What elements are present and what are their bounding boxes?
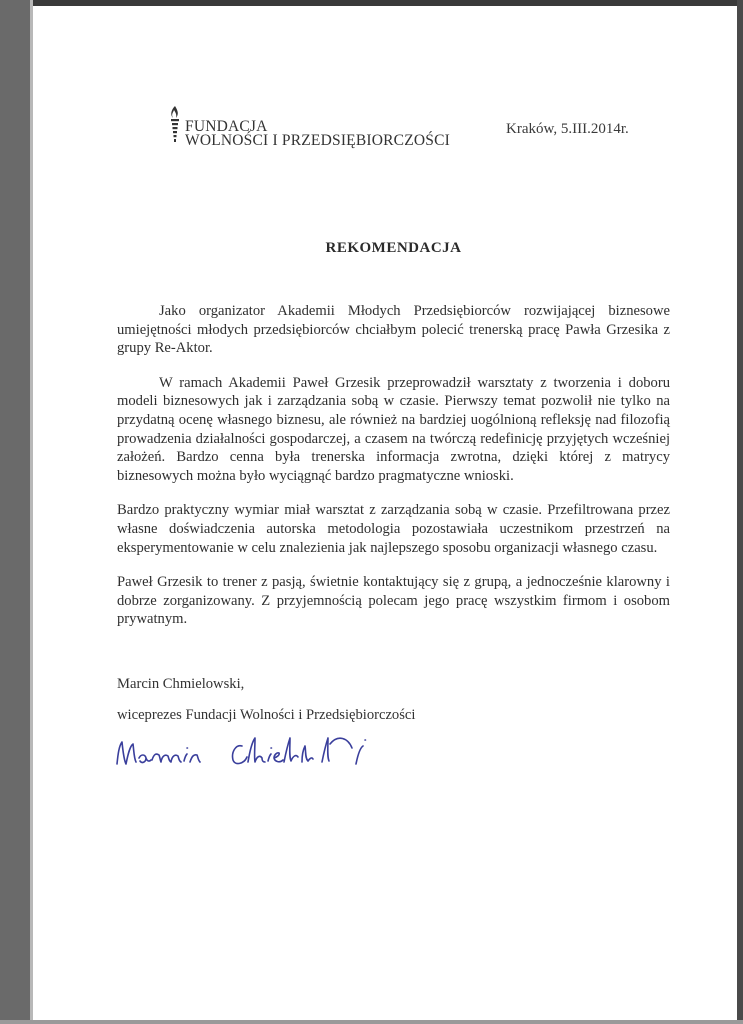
handwritten-signature xyxy=(112,724,392,780)
scan-edge-top xyxy=(0,0,743,6)
letter-title-text: REKOMENDACJA xyxy=(325,240,462,256)
foundation-logo xyxy=(168,104,488,148)
paragraph-3: Bardzo praktyczny wymiar miał warsztat z zarządzania sobą w czasie. Przefiltrowana przez własne doświadczenia autorska metodologia pozostawiała uczestnikom przestrzeń na eksperymentowanie w celu znalezienia jak najlepszego sposobu organizacji własnego czasu. xyxy=(117,502,670,556)
signer-title: wiceprezes Fundacji Wolności i Przedsiębiorczości xyxy=(117,707,416,723)
letter-date: Kraków, 5.III.2014r. xyxy=(506,121,629,137)
scan-edge-right xyxy=(737,0,743,1024)
scan-edge-left-inner xyxy=(30,0,33,1024)
logo-line-2: WOLNOŚCI I PRZEDSIĘBIORCZOŚCI xyxy=(185,132,451,149)
paragraph-4: Paweł Grzesik to trener z pasją, świetnie kontaktujący się z grupą, a jednocześnie klarowny i dobrze zorganizowany. Z przyjemnością polecam jego pracę wszystkim firmom i osobom prywatnym. xyxy=(117,574,670,628)
torch-icon xyxy=(168,104,182,144)
scan-edge-bottom xyxy=(0,1020,743,1024)
paragraph-1: Jako organizator Akademii Młodych Przedsiębiorców rozwijającej biznesowe umiejętności młodych przedsiębiorców chciałbym polecić trenerską pracę Pawła Grzesika z grupy Re-Aktor. xyxy=(117,303,670,357)
letter-title xyxy=(0,240,743,257)
letter-body xyxy=(117,302,670,645)
logo-line-1: FUNDACJA xyxy=(185,118,268,135)
paragraph-2: W ramach Akademii Paweł Grzesik przeprowadził warsztaty z tworzenia i doboru modeli biznesowych jak i zarządzania sobą w czasie. Pierwszy temat pozwolił nie tylko na przydatną ocenę własnego biznesu, ale również na bardziej uogólnioną refleksję nad filozofią prowadzenia działalności gospodarczej, a czasem na twórczą redefinicję przyjętych wcześniej założeń. Bardzo cenna była trenerska informacja zwrotna, dzięki której z matrycy biznesowych można było wyciągnąć bardzo pragmatyczne wnioski. xyxy=(117,374,670,484)
scan-edge-left xyxy=(0,0,30,1024)
signer-name: Marcin Chmielowski, xyxy=(117,676,245,692)
